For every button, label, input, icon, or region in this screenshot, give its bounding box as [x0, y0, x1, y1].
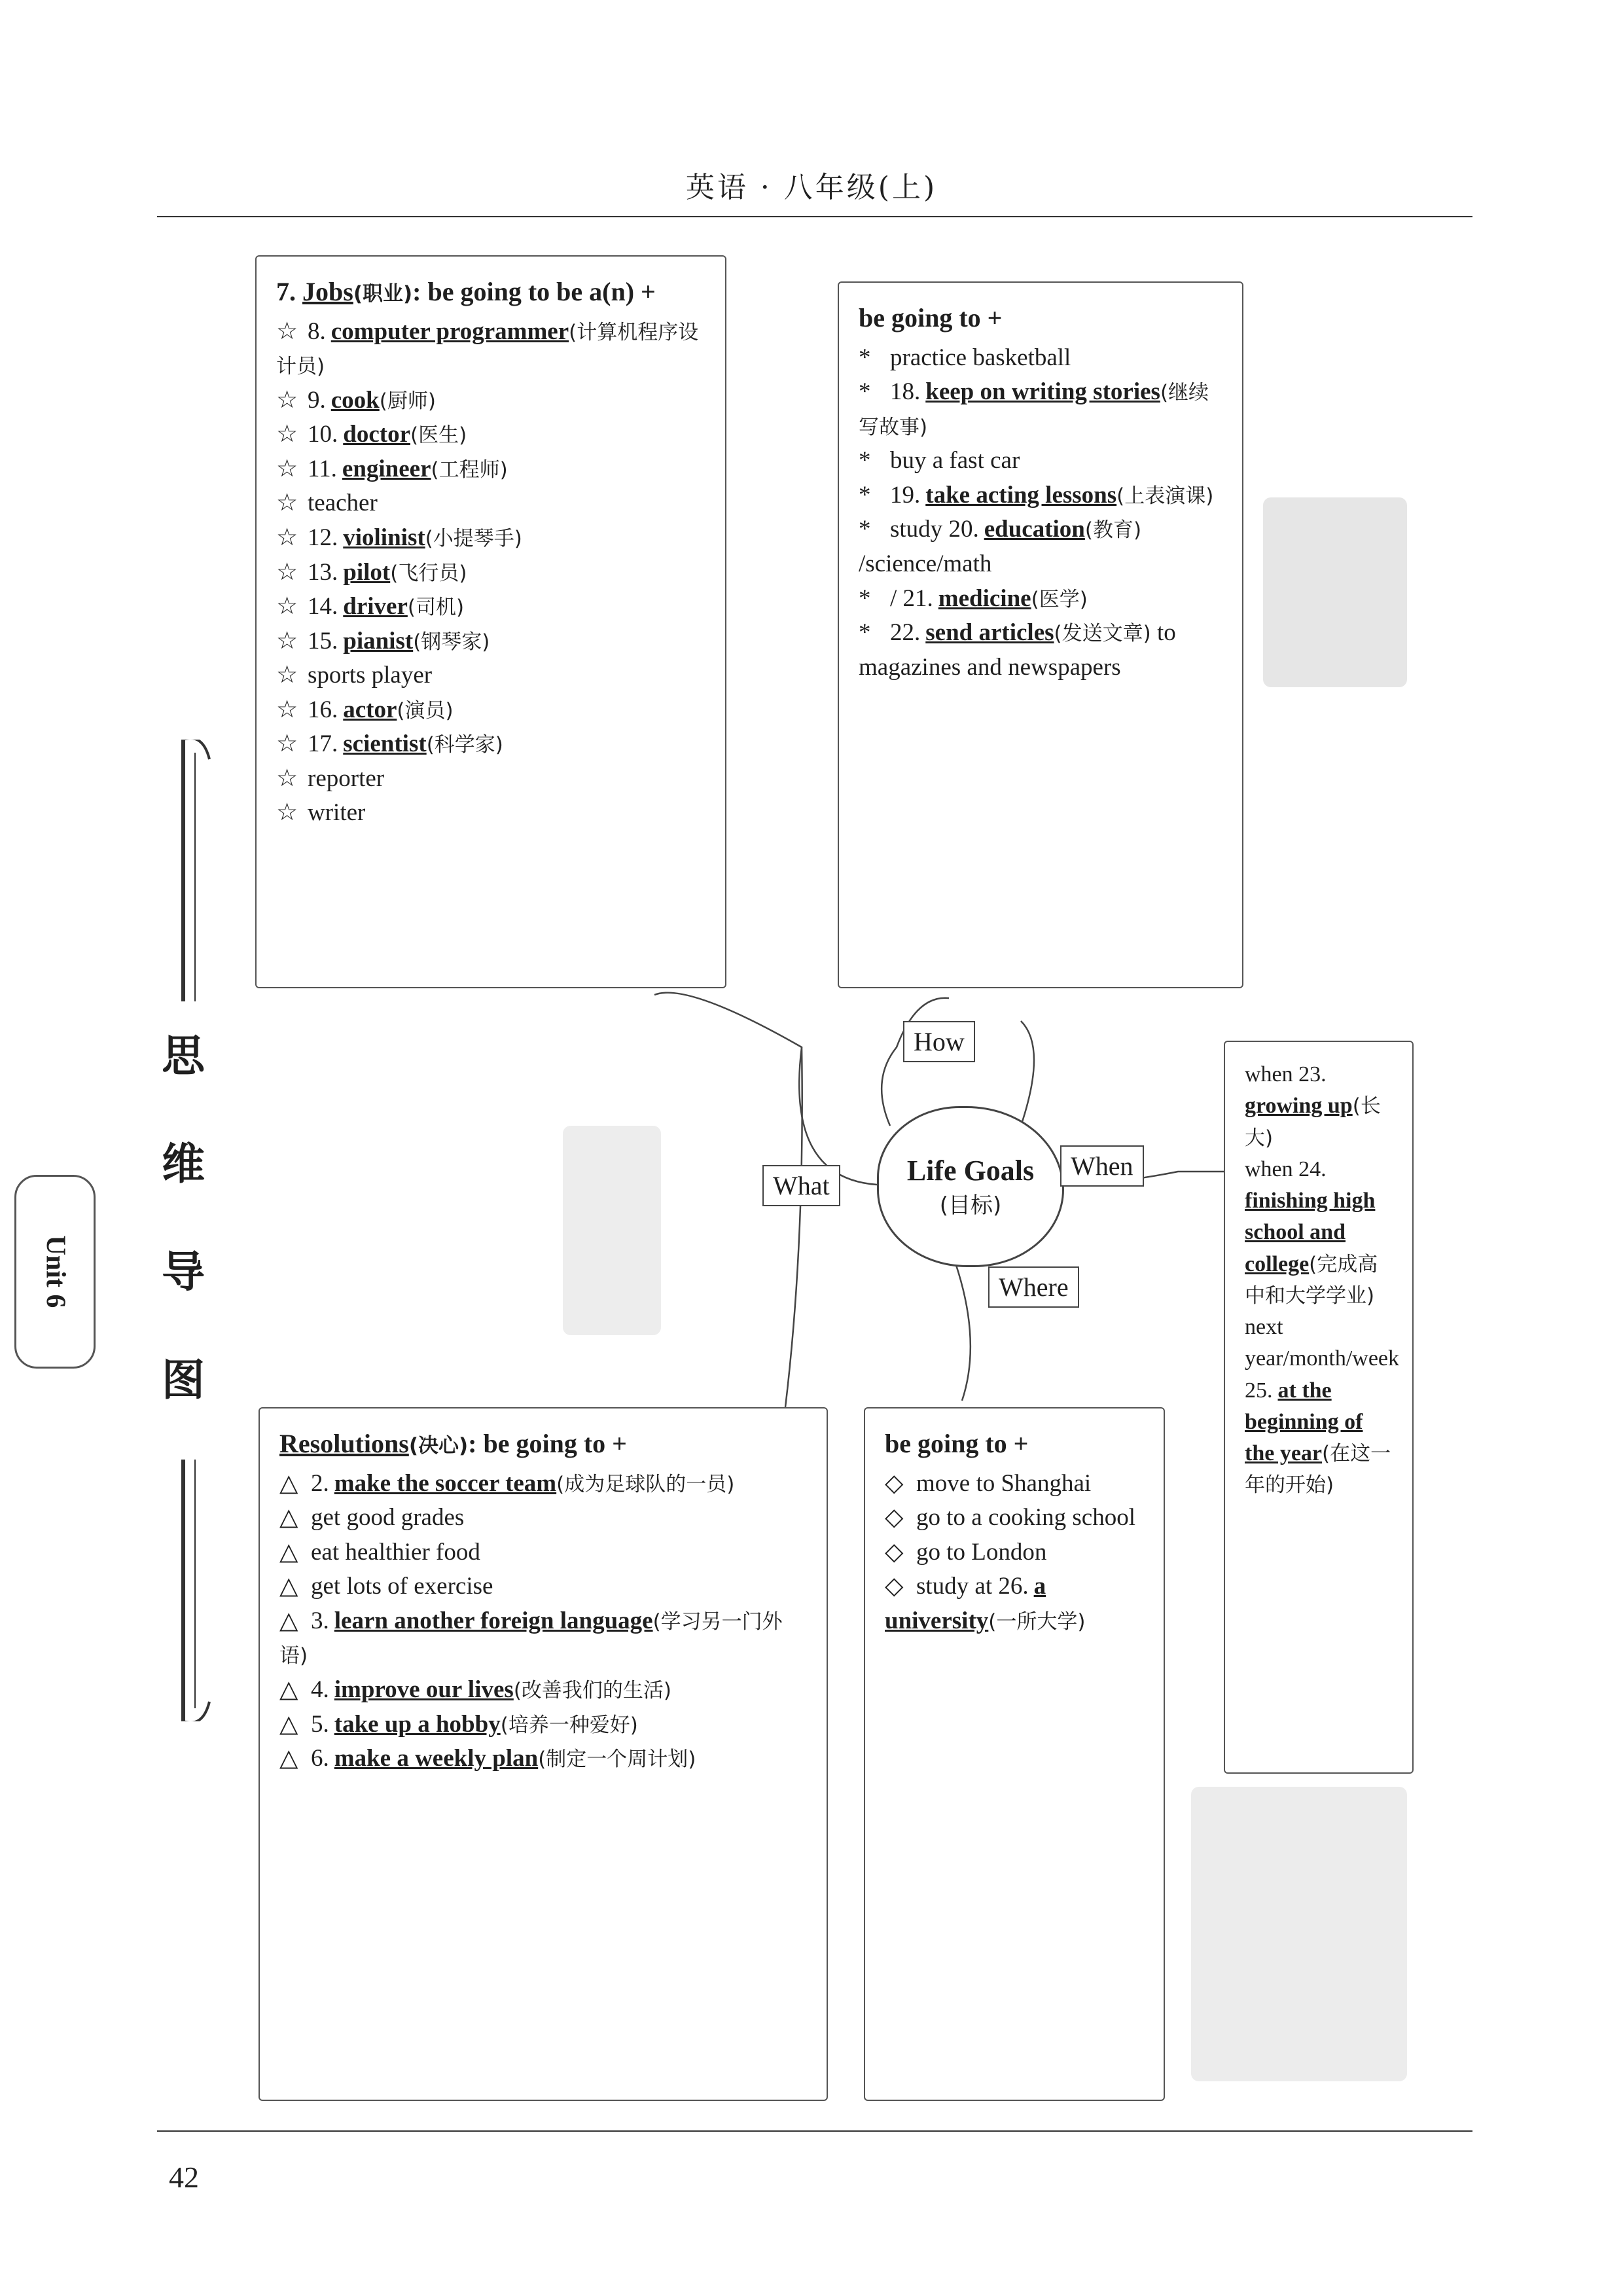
- list-item: [859, 512, 1222, 581]
- bullet-mark: ☆: [276, 696, 298, 723]
- item-number: 23.: [1298, 1062, 1327, 1086]
- resolutions-list: [279, 1467, 807, 1776]
- title-char: 维: [162, 1138, 205, 1189]
- item-number: 24.: [1298, 1157, 1327, 1181]
- bullet-mark: ☆: [276, 799, 298, 827]
- item-keyword: at the beginning of the year: [1245, 1378, 1363, 1466]
- item-text: practice basketball: [890, 344, 1071, 371]
- list-item: [276, 624, 705, 659]
- how-card-title: be going to +: [859, 303, 1003, 332]
- item-text: sports player: [308, 662, 433, 689]
- item-number: 22.: [890, 619, 921, 647]
- list-item: [276, 762, 705, 797]
- bullet-mark: ☆: [276, 317, 298, 345]
- bullet-mark: △: [279, 1504, 298, 1532]
- item-number: 12.: [308, 524, 338, 551]
- item-translation: (厨师): [379, 389, 436, 413]
- item-keyword: improve our lives: [334, 1676, 514, 1703]
- bullet-mark: ☆: [276, 627, 298, 655]
- item-translation: (工程师): [431, 457, 508, 482]
- item-translation: (发送文章): [1054, 622, 1151, 646]
- item-keyword: medicine: [938, 584, 1031, 612]
- jobs-list: [276, 315, 705, 831]
- item-number: 25.: [1245, 1378, 1273, 1403]
- item-text: go to a cooking school: [916, 1504, 1136, 1532]
- item-text: eat healthier food: [311, 1538, 480, 1566]
- item-number: 10.: [308, 421, 338, 448]
- list-item: [279, 1673, 807, 1708]
- bullet-mark: ☆: [276, 593, 298, 620]
- item-number: 6.: [311, 1745, 329, 1772]
- list-item: [885, 1501, 1144, 1535]
- bullet-mark: ☆: [276, 455, 298, 482]
- item-number: 4.: [311, 1676, 329, 1703]
- item-number: 19.: [890, 481, 921, 509]
- item-keyword: take up a hobby: [334, 1710, 501, 1738]
- item-number: 5.: [311, 1710, 329, 1738]
- title-char: 思: [162, 1030, 205, 1081]
- item-text: move to Shanghai: [916, 1469, 1092, 1497]
- item-number: 14.: [308, 593, 338, 620]
- bullet-mark: ☆: [276, 662, 298, 689]
- list-item: [279, 1467, 807, 1501]
- item-keyword: growing up: [1245, 1094, 1353, 1119]
- item-number: 21.: [902, 584, 933, 612]
- bullet-mark: △: [279, 1607, 298, 1634]
- item-translation: (在这一年的开始): [1245, 1442, 1391, 1498]
- item-keyword: computer programmer: [330, 317, 569, 345]
- list-item: [279, 1604, 807, 1673]
- list-item: [1245, 1154, 1400, 1375]
- bullet-mark: △: [279, 1745, 298, 1772]
- item-translation: (医学): [1031, 587, 1088, 611]
- bullet-mark: ☆: [276, 524, 298, 551]
- resolutions-card-title: Resolutions(决心): be going to +: [279, 1429, 627, 1458]
- bullet-mark: ☆: [276, 490, 298, 517]
- list-item: [885, 1467, 1144, 1501]
- list-item: [859, 341, 1222, 376]
- item-keyword: scientist: [343, 730, 427, 758]
- item-text: get lots of exercise: [311, 1573, 493, 1600]
- when-list: [1245, 1059, 1400, 1501]
- item-translation: (演员): [397, 698, 454, 723]
- piano-girl-illustration: [1263, 497, 1407, 687]
- list-item: [276, 796, 705, 831]
- item-translation: (成为足球队的一员): [556, 1472, 735, 1496]
- item-keyword: learn another foreign language: [334, 1607, 653, 1634]
- item-number: 9.: [308, 386, 326, 414]
- item-translation: (科学家): [426, 733, 503, 757]
- item-keyword: pianist: [343, 627, 414, 655]
- bullet-mark: ◇: [885, 1469, 904, 1497]
- item-text: reporter: [308, 764, 385, 792]
- item-number: 20.: [948, 516, 979, 543]
- list-item: [276, 418, 705, 452]
- item-number: 8.: [308, 317, 326, 345]
- item-keyword: doctor: [343, 421, 410, 448]
- item-keyword: driver: [343, 593, 408, 620]
- bullet-mark: ◇: [885, 1573, 904, 1600]
- list-item: [279, 1742, 807, 1776]
- bullet-mark: △: [279, 1573, 298, 1600]
- item-translation: (制定一个周计划): [538, 1748, 696, 1772]
- list-item: [279, 1708, 807, 1742]
- item-suffix: next year/month/week: [1245, 1315, 1400, 1371]
- item-translation: (改善我们的生活): [513, 1678, 672, 1702]
- branch-label-what: What: [762, 1165, 840, 1206]
- bullet-mark: ☆: [276, 730, 298, 758]
- jobs-card-title: 7. Jobs(职业): be going to be a(n) +: [276, 277, 656, 306]
- list-item: [859, 444, 1222, 478]
- item-translation: (一所大学): [988, 1609, 1086, 1634]
- item-text: get good grades: [311, 1504, 465, 1532]
- list-item: [885, 1570, 1144, 1638]
- unit-tab-label: Unit 6: [39, 1235, 70, 1308]
- bullet-mark: ☆: [276, 764, 298, 792]
- item-keyword: send articles: [925, 619, 1054, 647]
- bullet-mark: △: [279, 1469, 298, 1497]
- item-prefix: /: [890, 584, 897, 612]
- item-keyword: violinist: [343, 524, 425, 551]
- where-card-title: be going to +: [885, 1429, 1029, 1458]
- item-text: writer: [308, 799, 366, 827]
- item-number: 2.: [311, 1469, 329, 1497]
- item-keyword: take acting lessons: [925, 481, 1117, 509]
- title-char: 图: [162, 1354, 205, 1405]
- jobs-card: [255, 255, 726, 988]
- where-list: [885, 1467, 1144, 1639]
- list-item: [859, 478, 1222, 513]
- bullet-mark: △: [279, 1538, 298, 1566]
- list-item: [1245, 1059, 1393, 1154]
- item-keyword: make a weekly plan: [334, 1745, 539, 1772]
- center-node-subtitle: (目标): [939, 1193, 1002, 1219]
- item-keyword: actor: [343, 696, 397, 723]
- branch-label-when: When: [1060, 1145, 1144, 1187]
- list-item: [276, 315, 705, 384]
- item-keyword: pilot: [343, 558, 391, 586]
- title-char: 导: [162, 1246, 205, 1297]
- list-item: [276, 521, 705, 556]
- list-item: [859, 375, 1222, 444]
- list-item: [276, 452, 705, 487]
- item-number: 15.: [308, 627, 338, 655]
- item-keyword: engineer: [342, 455, 431, 482]
- page-number: 42: [169, 2161, 199, 2194]
- list-item: [279, 1501, 807, 1535]
- center-node-title: Life Goals: [906, 1155, 1035, 1187]
- bullet-mark: ☆: [276, 421, 298, 448]
- bullet-mark: *: [859, 481, 871, 509]
- list-item: [276, 556, 705, 590]
- item-number: 11.: [308, 455, 337, 482]
- item-translation: (培养一种爱好): [500, 1713, 638, 1737]
- item-translation: (上表演课): [1116, 484, 1214, 508]
- list-item: [859, 582, 1222, 617]
- item-translation: (医生): [410, 423, 467, 448]
- item-translation: (钢琴家): [413, 630, 490, 654]
- item-number: 3.: [311, 1607, 329, 1634]
- item-keyword: keep on writing stories: [925, 378, 1160, 406]
- item-keyword: cook: [330, 386, 380, 414]
- bullet-mark: △: [279, 1710, 298, 1738]
- item-keyword: finishing high school and college: [1245, 1189, 1376, 1276]
- item-number: 13.: [308, 558, 338, 586]
- resolutions-card: [259, 1407, 828, 2101]
- bullet-mark: ◇: [885, 1504, 904, 1532]
- page-header-title: 英语 · 八年级(上): [685, 171, 938, 204]
- bullet-mark: *: [859, 619, 871, 647]
- list-item: [279, 1535, 807, 1570]
- bullet-mark: ☆: [276, 386, 298, 414]
- item-translation: (学习另一门外语): [279, 1609, 783, 1668]
- item-prefix: when: [1245, 1157, 1293, 1181]
- item-text: teacher: [308, 490, 378, 517]
- item-translation: (飞行员): [390, 561, 467, 585]
- list-item: [885, 1535, 1144, 1570]
- bullet-mark: *: [859, 584, 871, 612]
- bullet-mark: ◇: [885, 1538, 904, 1566]
- bullet-mark: △: [279, 1676, 298, 1703]
- list-item: [276, 658, 705, 693]
- bullet-mark: *: [859, 378, 871, 406]
- where-card: [864, 1407, 1165, 2101]
- item-suffix: to magazines and newspapers: [859, 619, 1176, 681]
- how-list: [859, 341, 1222, 685]
- item-keyword: a university: [885, 1573, 1046, 1634]
- branch-label-how: How: [903, 1021, 975, 1062]
- bullet-mark: *: [859, 447, 871, 475]
- item-prefix: study at: [916, 1573, 993, 1600]
- branch-label-where: Where: [988, 1266, 1079, 1308]
- item-suffix: /science/math: [859, 550, 992, 577]
- soccer-players-illustration: [563, 1126, 661, 1335]
- list-item: [276, 590, 705, 624]
- item-prefix: when: [1245, 1062, 1293, 1086]
- item-keyword: education: [984, 516, 1085, 543]
- bullet-mark: ☆: [276, 558, 298, 586]
- item-translation: (完成高中和大学学业): [1245, 1252, 1378, 1308]
- bullet-mark: *: [859, 516, 871, 543]
- list-item: [276, 486, 705, 521]
- item-translation: (教育): [1084, 518, 1142, 543]
- item-number: 18.: [890, 378, 921, 406]
- item-prefix: study: [890, 516, 943, 543]
- list-item: [276, 384, 705, 418]
- list-item: [276, 693, 705, 728]
- list-item: [276, 727, 705, 762]
- item-text: buy a fast car: [890, 447, 1020, 475]
- item-keyword: make the soccer team: [334, 1469, 557, 1497]
- item-number: 17.: [308, 730, 338, 758]
- item-translation: (司机): [407, 596, 465, 620]
- item-number: 16.: [308, 696, 338, 723]
- how-card: [838, 281, 1243, 988]
- bullet-mark: *: [859, 344, 871, 371]
- graduation-students-illustration: [1191, 1787, 1407, 2081]
- item-translation: (长大): [1245, 1094, 1381, 1150]
- item-translation: (计算机程序设计员): [276, 320, 699, 379]
- item-translation: (小提琴手): [425, 526, 522, 550]
- item-text: go to London: [916, 1538, 1047, 1566]
- item-translation: (继续写故事): [859, 381, 1209, 439]
- when-card: [1224, 1041, 1414, 1774]
- list-item: [279, 1570, 807, 1604]
- list-item: [859, 616, 1222, 685]
- list-item: [1245, 1375, 1393, 1501]
- item-number: 26.: [998, 1573, 1029, 1600]
